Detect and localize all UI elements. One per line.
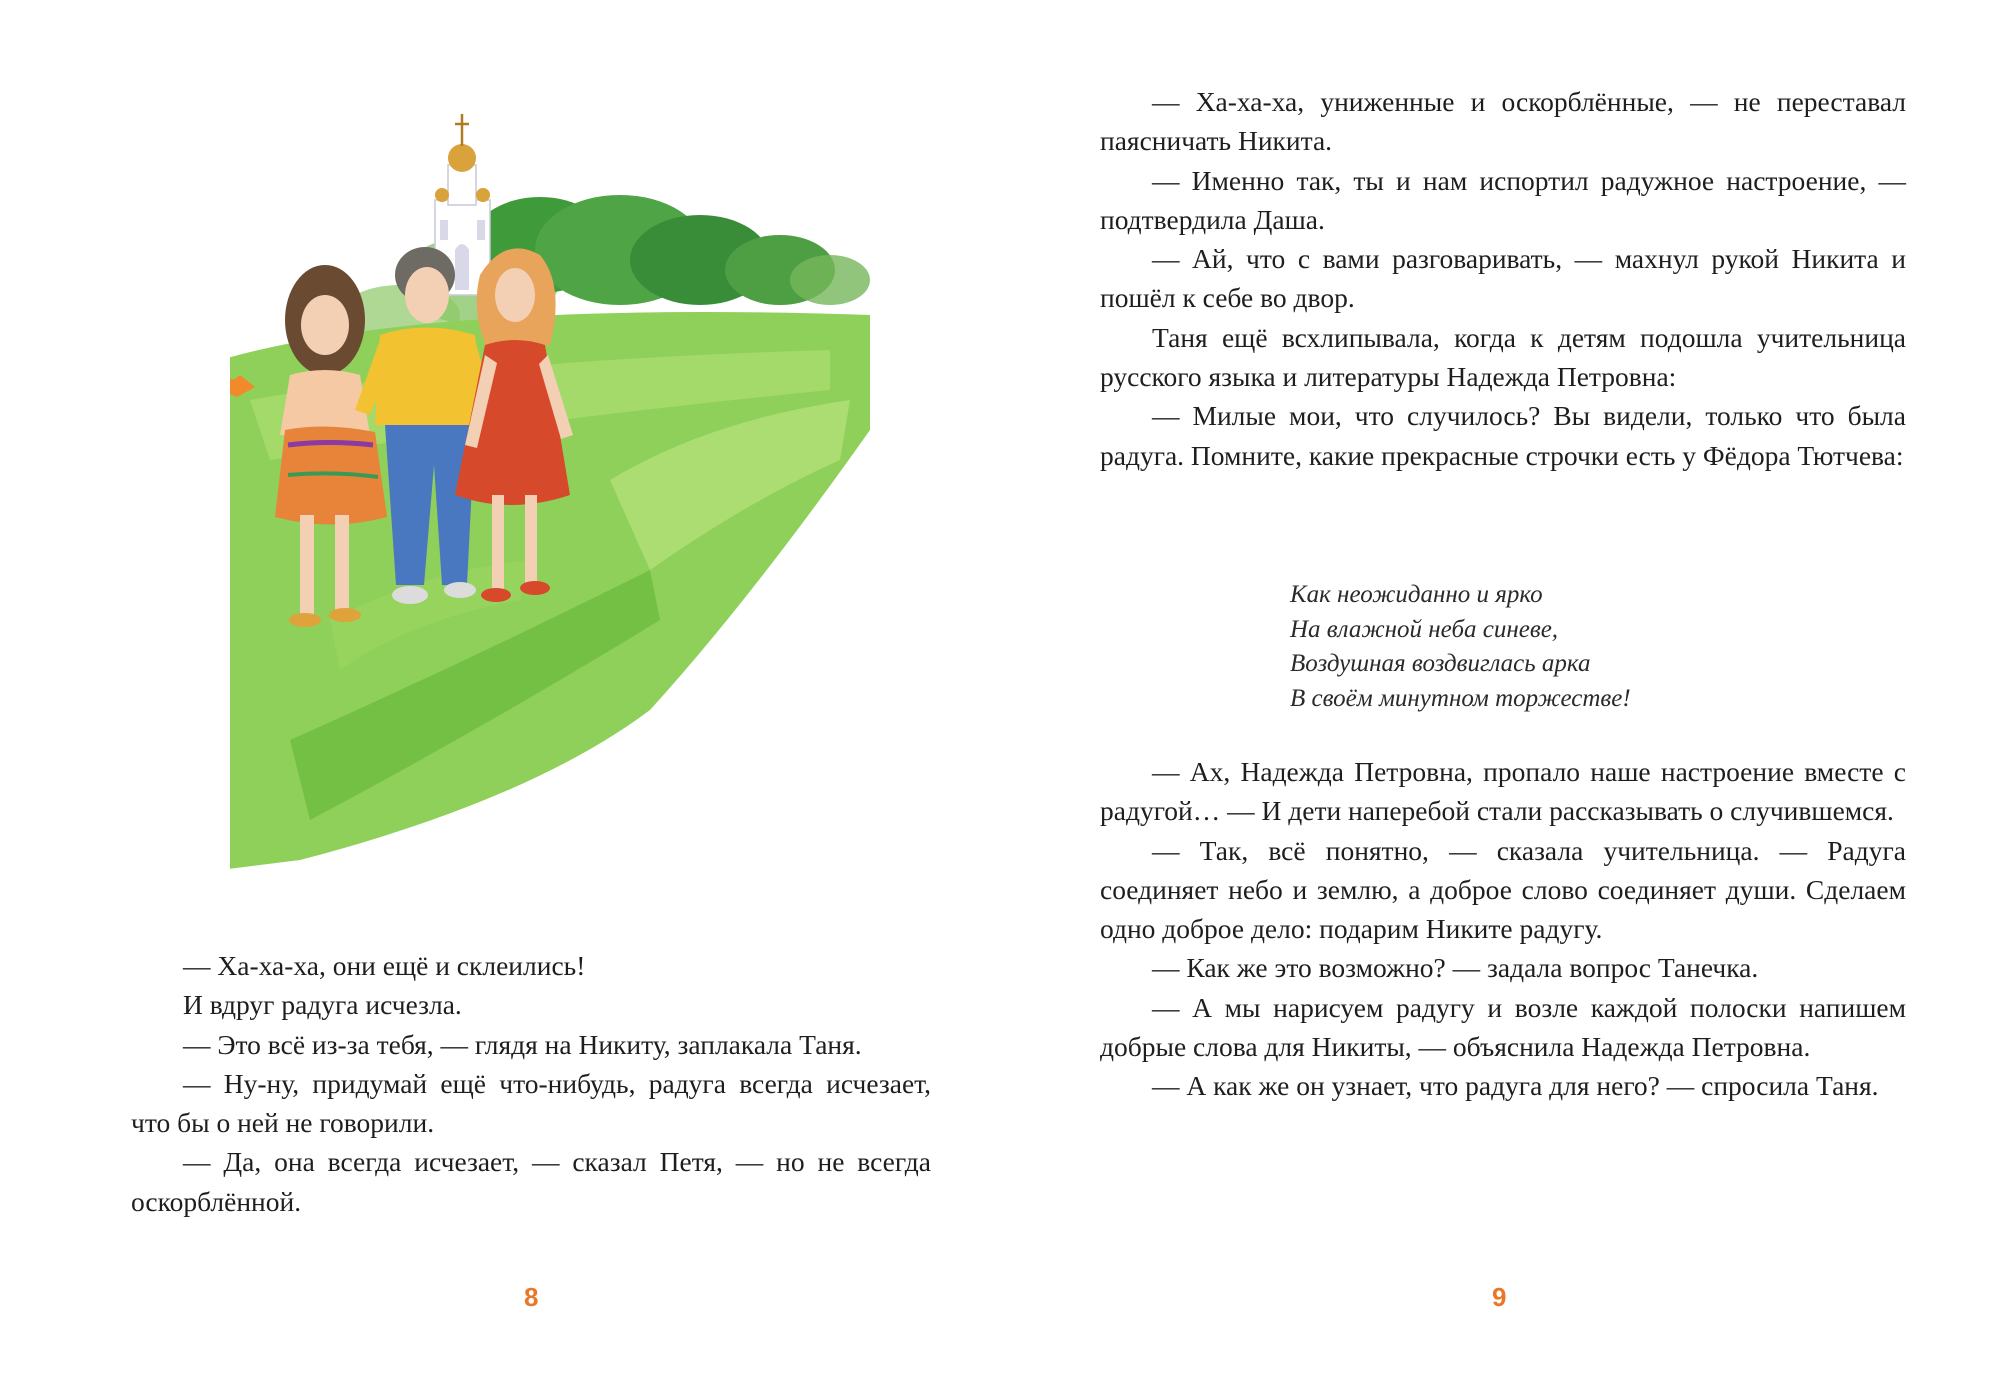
paragraph: Таня ещё всхлипывала, когда к детям подошла учительница русского языка и литературы Надежда Петровна: xyxy=(1100,321,1906,393)
poem-line: Воздушная воздвиглась арка xyxy=(1290,650,1591,677)
right-page-text-top xyxy=(1100,82,1906,475)
left-page-text xyxy=(131,946,931,1221)
paragraph: — Так, всё понятно, — сказала учительница. — Радуга соединяет небо и землю, а доброе слово соединяет души. Сделаем одно доброе дело: подарим Никите радугу. xyxy=(1100,834,1906,945)
paragraph: — Ай, что с вами разговаривать, — махнул рукой Никита и пошёл к себе во двор. xyxy=(1100,243,1906,314)
paragraph: — Ха-ха-ха, они ещё и склеились! xyxy=(183,950,586,981)
paragraph: — Именно так, ты и нам испортил радужное настроение, — подтвердила Даша. xyxy=(1100,164,1906,235)
paragraph: — Милые мои, что случилось? Вы видели, только что была радуга. Помните, какие прекрасные строчки есть у Фёдора Тютчева: xyxy=(1100,400,1906,471)
poem-line: В своём минутном торжестве! xyxy=(1290,684,1631,712)
poem-line: Как неожиданно и ярко xyxy=(1290,581,1543,608)
page-number: 8 xyxy=(524,1282,539,1312)
paragraph: — Да, она всегда исчезает, — сказал Петя, — но не всегда оскорблённой. xyxy=(131,1146,931,1217)
paragraph: — Ну-ну, придумай ещё что-нибудь, радуга всегда исчезает, что бы о ней не говорили. xyxy=(131,1067,931,1139)
poem-tyutchev xyxy=(1290,578,1631,716)
paragraph: — Ах, Надежда Петровна, пропало наше настроение вместе с радугой… — И дети наперебой стали рассказывать о случившемся. xyxy=(1100,756,1906,827)
paragraph: — Ха-ха-ха, униженные и оскорблённые, — не переставал паясничать Никита. xyxy=(1100,86,1906,157)
poem-line: На влажной неба синеве, xyxy=(1290,615,1559,643)
paragraph: — А мы нарисуем радугу и возле каждой полоски напишем добрые слова для Никиты, — объяснила Надежда Петровна. xyxy=(1100,991,1906,1063)
paragraph: — А как же он узнает, что радуга для него? — спросила Таня. xyxy=(1152,1070,1879,1102)
page-number: 9 xyxy=(1492,1282,1507,1312)
paragraph: И вдруг радуга исчезла. xyxy=(183,989,462,1021)
paragraph: — Как же это возможно? — задала вопрос Танечка. xyxy=(1152,952,1759,984)
right-page-text-bottom xyxy=(1100,752,1906,1106)
paragraph: — Это всё из-за тебя, — глядя на Никиту, заплакала Таня. xyxy=(183,1028,862,1060)
right-page xyxy=(1000,0,2000,1373)
illustration-children-walking xyxy=(230,100,870,900)
